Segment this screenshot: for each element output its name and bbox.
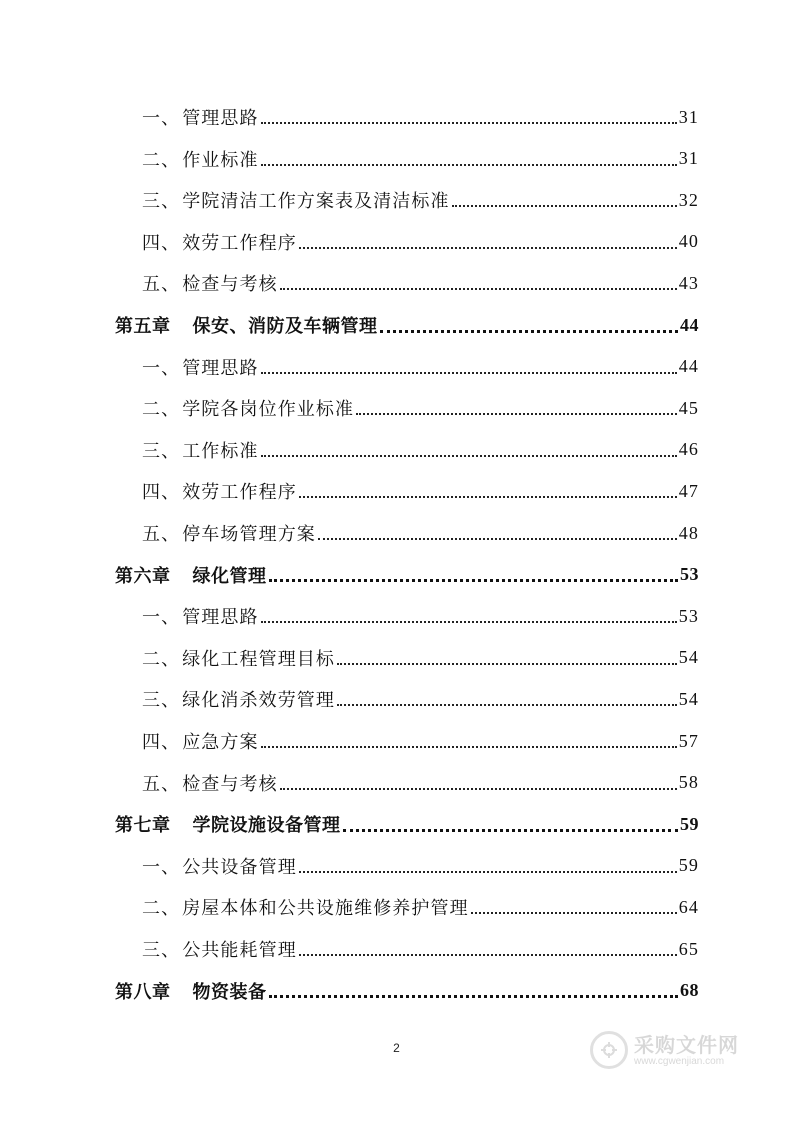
toc-entry-title: 房屋本体和公共设施维修养护管理 — [182, 898, 469, 920]
toc-section-entry[interactable] — [142, 643, 699, 673]
page-number: 2 — [393, 1041, 400, 1055]
cgwenjian-logo-icon — [590, 1031, 628, 1069]
toc-entry-title: 公共能耗管理 — [182, 940, 297, 961]
toc-section-entry[interactable] — [142, 768, 699, 798]
toc-entry-number: 四、 — [142, 232, 181, 254]
toc-entry-page: 59 — [678, 855, 699, 876]
toc-entry-page: 46 — [678, 439, 699, 460]
toc-dot-leader — [299, 954, 677, 956]
toc-entry-page: 31 — [678, 148, 699, 169]
toc-entry-number: 五、 — [142, 524, 181, 545]
toc-dot-leader — [337, 663, 677, 665]
toc-entry-page: 65 — [678, 938, 699, 959]
toc-section-entry[interactable] — [142, 892, 699, 922]
toc-section-entry[interactable] — [142, 268, 699, 298]
toc-entry-page: 45 — [678, 397, 699, 418]
toc-entry-title: 检查与考核 — [182, 274, 278, 296]
toc-entry-number: 五、 — [142, 274, 181, 296]
toc-entry-number: 第五章 — [115, 316, 171, 337]
toc-entry-number: 三、 — [142, 440, 181, 462]
toc-entry-page: 58 — [678, 772, 699, 793]
toc-entry-title: 保安、消防及车辆管理 — [192, 316, 378, 337]
toc-entry-page: 32 — [678, 189, 699, 210]
toc-dot-leader — [452, 205, 677, 207]
toc-section-entry[interactable] — [142, 476, 699, 506]
toc-entry-page: 47 — [678, 480, 699, 501]
toc-entry-page: 43 — [678, 272, 699, 293]
toc-entry-title: 绿化消杀效劳管理 — [182, 690, 336, 712]
toc-entry-title: 公共设备管理 — [182, 856, 297, 878]
toc-section-entry[interactable] — [142, 393, 699, 423]
toc-entry-title: 应急方案 — [182, 732, 259, 753]
toc-entry-page: 31 — [678, 106, 699, 127]
toc-entry-title: 管理思路 — [182, 607, 259, 629]
toc-entry-page: 59 — [680, 813, 699, 834]
toc-entry-number: 一、 — [142, 607, 181, 629]
toc-dot-leader — [261, 621, 677, 623]
toc-entry-title: 工作标准 — [182, 440, 259, 462]
toc-entry-page: 68 — [680, 980, 699, 1001]
toc-entry-page: 54 — [678, 647, 699, 668]
toc-dot-leader — [261, 372, 677, 374]
toc-dot-leader — [343, 829, 679, 832]
toc-entry-number: 一、 — [142, 108, 181, 129]
toc-dot-leader — [280, 288, 677, 290]
toc-section-entry[interactable] — [142, 227, 699, 257]
toc-entry-title: 管理思路 — [182, 357, 259, 379]
toc-entry-number: 三、 — [142, 690, 181, 712]
toc-section-entry[interactable] — [142, 934, 699, 964]
toc-dot-leader — [269, 995, 679, 998]
toc-dot-leader — [261, 455, 677, 457]
toc-dot-leader — [471, 912, 677, 914]
toc-entry-title: 学院各岗位作业标准 — [182, 399, 355, 421]
toc-section-entry[interactable] — [142, 435, 699, 465]
toc-section-entry[interactable] — [142, 684, 699, 714]
toc-entry-title: 效劳工作程序 — [182, 232, 297, 254]
toc-entry-title: 管理思路 — [182, 108, 259, 129]
toc-chapter-entry[interactable] — [115, 560, 699, 590]
toc-entry-page: 53 — [680, 564, 699, 585]
toc-entry-number: 三、 — [142, 940, 181, 961]
toc-dot-leader — [299, 247, 677, 249]
toc-entry-page: 53 — [678, 605, 699, 626]
toc-entry-number: 二、 — [142, 399, 181, 421]
toc-entry-page: 44 — [678, 356, 699, 377]
toc-entry-page: 54 — [678, 688, 699, 709]
watermark-url: www.cgwenjian.com — [634, 1055, 725, 1067]
toc-section-entry[interactable] — [142, 352, 699, 382]
toc-entry-number: 二、 — [142, 898, 181, 920]
toc-entry-number: 二、 — [142, 149, 181, 171]
toc-section-entry[interactable] — [142, 185, 699, 215]
toc-entry-title: 作业标准 — [182, 149, 259, 171]
toc-chapter-entry[interactable] — [115, 310, 699, 340]
watermark — [590, 1027, 760, 1073]
toc-dot-leader — [299, 496, 677, 498]
toc-section-entry[interactable] — [142, 601, 699, 631]
toc-chapter-entry[interactable] — [115, 976, 699, 1006]
toc-dot-leader — [318, 538, 677, 540]
toc-entry-title: 物资装备 — [192, 981, 267, 1003]
toc-entry-number: 二、 — [142, 648, 181, 670]
toc-section-entry[interactable] — [142, 144, 699, 174]
toc-dot-leader — [280, 788, 677, 790]
toc-entry-number: 五、 — [142, 773, 181, 795]
toc-entry-number: 四、 — [142, 732, 181, 753]
toc-entry-title: 绿化管理 — [192, 565, 267, 587]
toc-dot-leader — [261, 122, 677, 124]
toc-section-entry[interactable] — [142, 102, 699, 132]
toc-dot-leader — [380, 330, 679, 333]
toc-dot-leader — [356, 413, 677, 415]
toc-dot-leader — [337, 704, 677, 706]
toc-section-entry[interactable] — [142, 518, 699, 548]
toc-entry-title: 停车场管理方案 — [182, 524, 316, 545]
toc-entry-page: 48 — [678, 522, 699, 543]
toc-entry-title: 检查与考核 — [182, 773, 278, 795]
toc-entry-number: 一、 — [142, 856, 181, 878]
toc-dot-leader — [269, 579, 679, 582]
watermark-name: 采购文件网 — [634, 1032, 739, 1057]
toc-dot-leader — [299, 871, 677, 873]
toc-entry-number: 第六章 — [115, 565, 171, 587]
toc-entry-page: 64 — [678, 896, 699, 917]
toc-entry-title: 学院设施设备管理 — [192, 815, 341, 837]
toc-entry-number: 第七章 — [115, 815, 171, 837]
toc-entry-page: 40 — [678, 231, 699, 252]
toc-entry-number: 三、 — [142, 191, 181, 213]
toc-entry-title: 学院清洁工作方案表及清洁标准 — [182, 191, 450, 213]
toc-section-entry[interactable] — [142, 851, 699, 881]
toc-dot-leader — [261, 746, 677, 748]
toc-entry-page: 44 — [680, 314, 699, 335]
toc-dot-leader — [261, 164, 677, 166]
toc-entry-number: 第八章 — [115, 981, 171, 1003]
toc-entry-title: 绿化工程管理目标 — [182, 648, 336, 670]
toc-entry-page: 57 — [678, 730, 699, 751]
toc-entry-number: 四、 — [142, 482, 181, 504]
toc-chapter-entry[interactable] — [115, 809, 699, 839]
toc-entry-number: 一、 — [142, 357, 181, 379]
toc-entry-title: 效劳工作程序 — [182, 482, 297, 504]
toc-section-entry[interactable] — [142, 726, 699, 756]
